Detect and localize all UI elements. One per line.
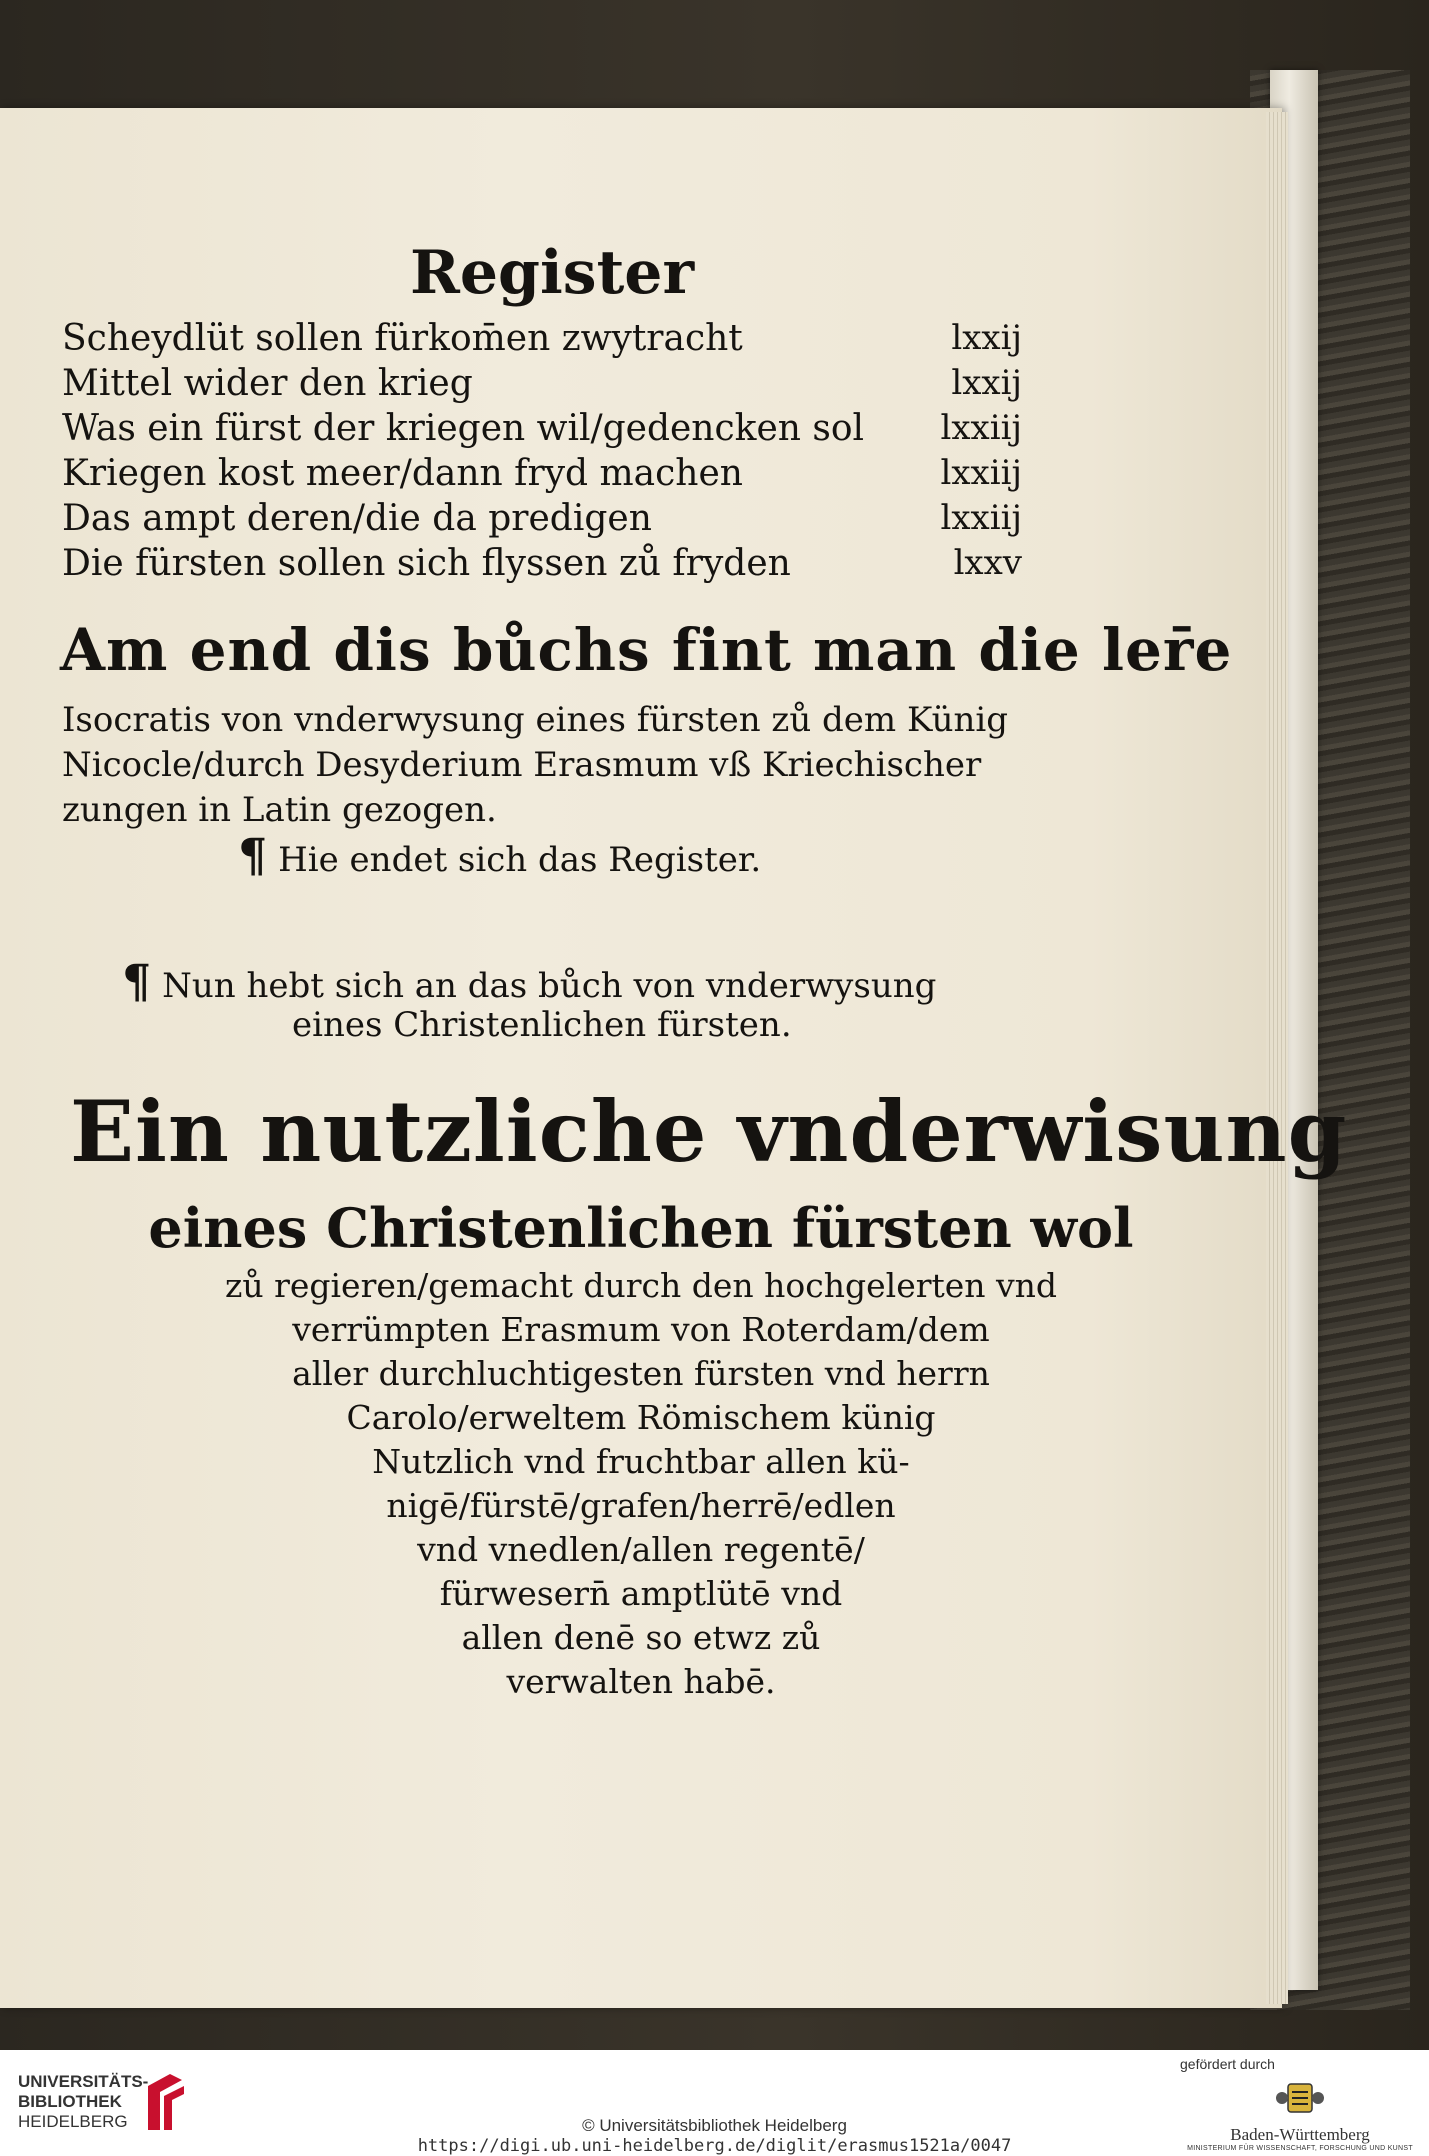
- register-entry: Was ein fürst der kriegen wil/gedencken sol: [62, 408, 865, 449]
- title-line: eines Christenlichen fürsten wol: [148, 1196, 1134, 1260]
- viewer-footer: [0, 2050, 1429, 2156]
- page-edges: [1266, 112, 1288, 2004]
- register-end-note: [238, 828, 761, 882]
- title-line: nigē/fürstē/grafen/herrē/edlen: [386, 1486, 896, 1525]
- copyright-notice: © Universitätsbibliothek Heidelberg: [582, 2116, 847, 2135]
- register-row: [62, 498, 1022, 539]
- register-row: [62, 363, 1022, 404]
- book-intro-line: [122, 954, 936, 1008]
- register-row: [62, 543, 1022, 584]
- pilcrow-mark: ¶: [238, 828, 268, 882]
- register-title: Register: [410, 238, 695, 308]
- funded-by-label: gefördert durch: [1180, 2056, 1275, 2072]
- title-line: allen denē so etwz zů: [461, 1618, 821, 1657]
- library-name-line: UNIVERSITÄTS-: [18, 2072, 149, 2091]
- closing-line: Isocratis von vnderwysung eines fürsten zů dem Künig: [62, 700, 1009, 740]
- title-line: fürwesern̄ amptlütē vnd: [439, 1574, 843, 1613]
- register-row: [62, 453, 1022, 494]
- book-main-title: Ein nutzliche vnderwisung: [70, 1082, 1348, 1181]
- library-name-line: HEIDELBERG: [18, 2112, 128, 2131]
- register-page-number: lxxij: [951, 363, 1022, 403]
- book-intro-text: Nun hebt sich an das bůch von vnderwysung: [162, 966, 937, 1006]
- closing-line: zungen in Latin gezogen.: [62, 790, 497, 830]
- register-page-number: lxxiij: [940, 408, 1022, 448]
- title-line: aller durchluchtigesten fürsten vnd herrn: [292, 1354, 990, 1393]
- title-line: Carolo/erweltem Römischem künig: [346, 1398, 936, 1437]
- state-crest-icon: [1272, 2078, 1328, 2118]
- title-line: Nutzlich vnd fruchtbar allen kü-: [372, 1442, 910, 1481]
- title-line: zů regieren/gemacht durch den hochgelerten vnd: [224, 1266, 1058, 1305]
- register-row: [62, 318, 1022, 359]
- closing-line: Nicocle/durch Desyderium Erasmum vß Kriechischer: [62, 745, 982, 785]
- register-entry: Kriegen kost meer/dann fryd machen: [62, 453, 743, 494]
- register-row: [62, 408, 1022, 449]
- title-line: verrümpten Erasmum von Roterdam/dem: [292, 1310, 990, 1349]
- register-end-text: Hie endet sich das Register.: [278, 840, 762, 880]
- title-line: verwalten habē.: [506, 1662, 776, 1701]
- register-entry: Mittel wider den krieg: [62, 363, 473, 404]
- register-page-number: lxxiij: [940, 453, 1022, 493]
- permalink-url[interactable]: https://digi.ub.uni-heidelberg.de/diglit/erasmus1521a/0047: [417, 2136, 1012, 2156]
- funder-logo: [1180, 2056, 1420, 2152]
- register-page-number: lxxiij: [940, 498, 1022, 538]
- title-line: vnd vnedlen/allen regentē/: [417, 1530, 865, 1569]
- register-entry: Scheydlüt sollen fürkom̄en zwytracht: [62, 318, 743, 359]
- ministry-name: MINISTERIUM FÜR WISSENSCHAFT, FORSCHUNG UND KUNST: [1187, 2145, 1413, 2152]
- register-page-number: lxxij: [951, 318, 1022, 358]
- state-name: Baden-Württemberg: [1230, 2125, 1370, 2144]
- register-entry: Das ampt deren/die da predigen: [62, 498, 652, 539]
- register-page-number: lxxv: [953, 543, 1022, 583]
- closing-heading: Am end dis bůchs fint man die ler̄e: [60, 616, 1233, 684]
- register-entry: Die fürsten sollen sich flyssen zů fryden: [62, 543, 791, 584]
- library-name-line: BIBLIOTHEK: [18, 2092, 122, 2111]
- book-intro-line-2: eines Christenlichen fürsten.: [292, 1005, 792, 1045]
- pilcrow-mark: ¶: [122, 954, 152, 1008]
